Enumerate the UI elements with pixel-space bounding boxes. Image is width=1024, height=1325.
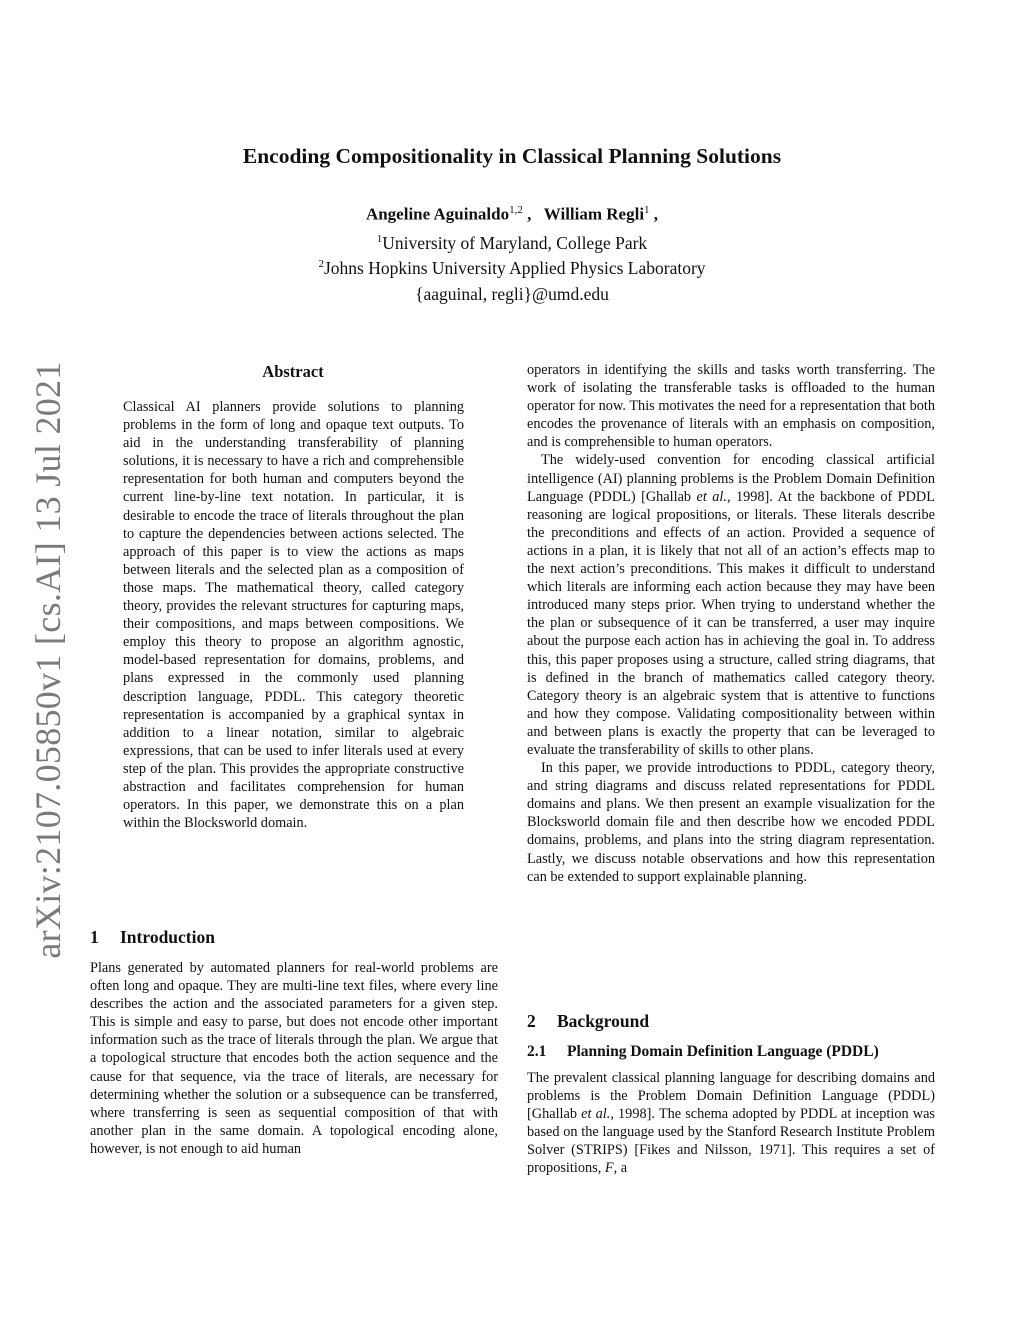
affiliation-text: University of Maryland, College Park (382, 233, 648, 253)
text-run: The prevalent classical planning language for describing domains and problems is the Problem Domain Definition Language (PDDL) [Ghallab (527, 1070, 935, 1123)
paragraph: In this paper, we provide introductions to PDDL, category theory, and string diagrams and discuss related representations for PDDL domains and plans. We then present an example visualization for the Blocksworld domain file and then describe how we encoded PDDL domains, problems, and plans into the string diagram representation. Lastly, we discuss notable observations and how this representation can be extended to support explainable planning. (527, 760, 935, 885)
right-column-body (527, 361, 935, 886)
author-separator: , (649, 204, 659, 224)
citation-etal: et al. (696, 488, 727, 505)
section-title: Introduction (120, 927, 215, 947)
author-separator: , (522, 204, 544, 224)
text-run: , 1998]. The schema adopted by PDDL at inception was based on the language used by the Stanford Research Institute Problem Solver (STRIPS) [Fikes and Nilsson, 1971]. This requires a set of propositions, (527, 1106, 935, 1177)
section-heading-background (527, 1011, 649, 1032)
abstract-heading: Abstract (262, 362, 324, 381)
paragraph (527, 1069, 935, 1178)
author-affiliation-marker: 1,2 (509, 204, 523, 216)
affiliation-2 (0, 258, 1024, 279)
author-name: William Regli (543, 204, 645, 224)
introduction-body (90, 959, 498, 1158)
abstract-body (123, 398, 464, 832)
section-number: 2 (527, 1011, 536, 1031)
author-name: Angeline Aguinaldo (365, 204, 510, 224)
paragraph (527, 451, 935, 759)
section-title: Background (557, 1011, 650, 1031)
affiliation-text: Johns Hopkins University Applied Physics Laboratory (323, 258, 706, 278)
arxiv-identifier: arXiv:2107.05850v1 [cs.AI] 13 Jul 2021 (28, 361, 68, 959)
affiliation-marker: 1 (376, 233, 383, 246)
text-run: , a (613, 1160, 628, 1177)
subsection-number: 2.1 (527, 1043, 547, 1060)
arxiv-sidebar (22, 361, 74, 959)
subsection-title: Planning Domain Definition Language (PDDL) (567, 1043, 879, 1060)
section-heading-introduction (90, 927, 215, 948)
author-affiliation-marker: 1 (644, 204, 650, 216)
text-run: , 1998]. At the backbone of PDDL reasoning are logical propositions, or literals. These literals describe the preconditions and effects of an action. Provided a sequence of actions in a plan, it is likely that not all of an action’s effects map to the next action’s preconditions. This makes it difficult to understand which literals are informing each action because they may have been introduced many steps prior. When trying to understand whether the the plan or subsequence of it can be transferred, a user may inquire about the purpose each action has in achieving the goal in. To address this, this paper proposes using a structure, called string diagrams, that is defined in the branch of mathematics called category theory. Category theory is an algebraic system that is attentive to functions and how they compose. Validating compositionality between within and between plans is exactly the property that can be leveraged to evaluate the transferability of skills to other plans. (527, 488, 935, 758)
author-email: {aaguinal, regli}@umd.edu (415, 284, 609, 304)
paragraph: Plans generated by automated planners for real-world problems are often long and opaque. They are multi-line text files, where every line describes the action and the associated parameters for a given step. This is simple and easy to parse, but does not encode other important information such as the trace of literals through the plan. We argue that a topological structure that encodes both the action sequence and the cause for that sequence, via the trace of literals, are necessary for determining whether the solution or a subsequence can be transferred, where transferring is seen as sequential composition of that with another plan in the same domain. A topological encoding alone, however, is not enough to aid human (90, 960, 498, 1157)
paragraph: operators in identifying the skills and tasks worth transferring. The work of isolating the transferable tasks is offloaded to the human operator for now. This motivates the need for a representation that both encodes the provenance of literals with an emphasis on composition, and is comprehensible to human operators. (527, 362, 935, 451)
affiliation-marker: 2 (318, 258, 324, 271)
citation-etal: et al. (581, 1106, 611, 1123)
paper-title: Encoding Compositionality in Classical Planning Solutions (242, 144, 782, 168)
math-variable: F (604, 1160, 614, 1177)
pddl-body (527, 1069, 935, 1178)
section-number: 1 (90, 927, 99, 947)
subsection-heading-pddl (527, 1043, 879, 1061)
abstract-text: Classical AI planners provide solutions to planning problems in the form of long and opaque text outputs. To aid in the understanding transferability of planning solutions, it is necessary to have a rich and comprehensible representation for both human and computers beyond the current line-by-line text notation. In particular, it is desirable to encode the trace of literals throughout the plan to capture the dependencies between actions selected. The approach of this paper is to view the actions as maps between literals and the selected plan as a composition of those maps. The mathematical theory, called category theory, provides the relevant structures for capturing maps, their compositions, and maps between compositions. We employ this theory to propose an algorithm agnostic, model-based representation for domains, problems, and plans expressed in the commonly used planning description language, PDDL. This category theoretic representation is accompanied by a graphical syntax in addition to a linear notation, similar to algebraic expressions, that can be used to infer literals used at every step of the plan. This provides the appropriate constructive abstraction and facilitates comprehension for human operators. In this paper, we demonstrate this on a plan within the Blocksworld domain. (123, 399, 464, 832)
author-list (0, 204, 1024, 225)
text-run: The widely-used convention for encoding classical artificial intelligence (AI) planning problems is the Problem Domain Definition Language (PDDL) [Ghallab (527, 452, 935, 505)
affiliation-1 (0, 233, 1024, 254)
